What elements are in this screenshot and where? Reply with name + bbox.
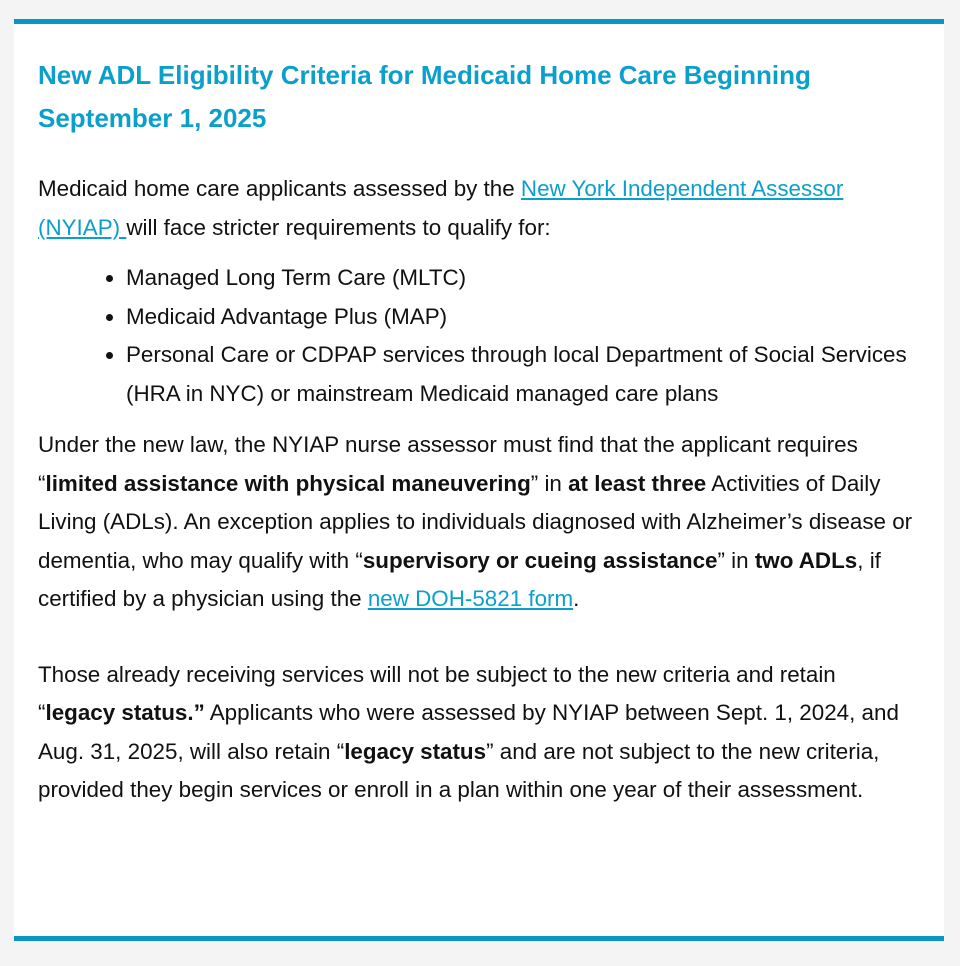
criteria-bold-text: at least three	[568, 470, 707, 496]
article-card	[14, 19, 944, 941]
list-item: • Medicaid Advantage Plus (MAP)	[126, 298, 918, 337]
criteria-bold-text: limited assistance with physical maneuvering	[45, 470, 531, 496]
article-content	[38, 54, 918, 810]
criteria-text: Under the new law, the NYIAP nurse assessor must find that the applicant requires “	[38, 432, 858, 496]
legacy-bold-text: legacy status	[344, 738, 487, 764]
legacy-text: ” and are not subject to the new criteria, provided they begin services or enroll in a plan within one year of their assessment.	[38, 738, 880, 802]
criteria-bold-text: two ADLs	[754, 547, 858, 573]
criteria-text: ” in	[717, 547, 755, 573]
intro-text-before: Medicaid home care applicants assessed by the	[38, 176, 521, 201]
nyiap-link[interactable]: New York Independent Assessor (NYIAP)	[38, 176, 844, 240]
legacy-bold-text: legacy status.”	[45, 700, 205, 725]
legacy-text: Those already receiving services will not be subject to the new criteria and retain “	[38, 661, 836, 725]
doh-form-link[interactable]: new DOH-5821 form	[367, 586, 574, 611]
legacy-paragraph	[38, 656, 918, 810]
intro-text-after: will face stricter requirements to qualify for:	[126, 214, 551, 240]
criteria-text: Activities of Daily Living (ADLs). An exception applies to individuals diagnosed with Alzheimer’s disease or dementia, who may qualify with “	[38, 470, 913, 573]
criteria-text: ” in	[530, 470, 569, 496]
criteria-text: , if certified by a physician using the	[38, 547, 881, 611]
intro-paragraph	[38, 170, 918, 247]
criteria-paragraph	[38, 426, 918, 619]
list-item: • Managed Long Term Care (MLTC)	[126, 259, 918, 298]
article-title: New ADL Eligibility Criteria for Medicaid Home Care Beginning September 1, 2025	[38, 60, 811, 133]
list-item: • Personal Care or CDPAP services through local Department of Social Services (HRA in NYC) or mainstream Medicaid managed care plans	[126, 336, 918, 413]
criteria-bold-text: supervisory or cueing assistance	[362, 547, 718, 573]
legacy-text: Applicants who were assessed by NYIAP between Sept. 1, 2024, and Aug. 31, 2025, will also retain “	[38, 700, 899, 764]
program-list	[38, 259, 918, 413]
criteria-text: .	[573, 586, 580, 611]
